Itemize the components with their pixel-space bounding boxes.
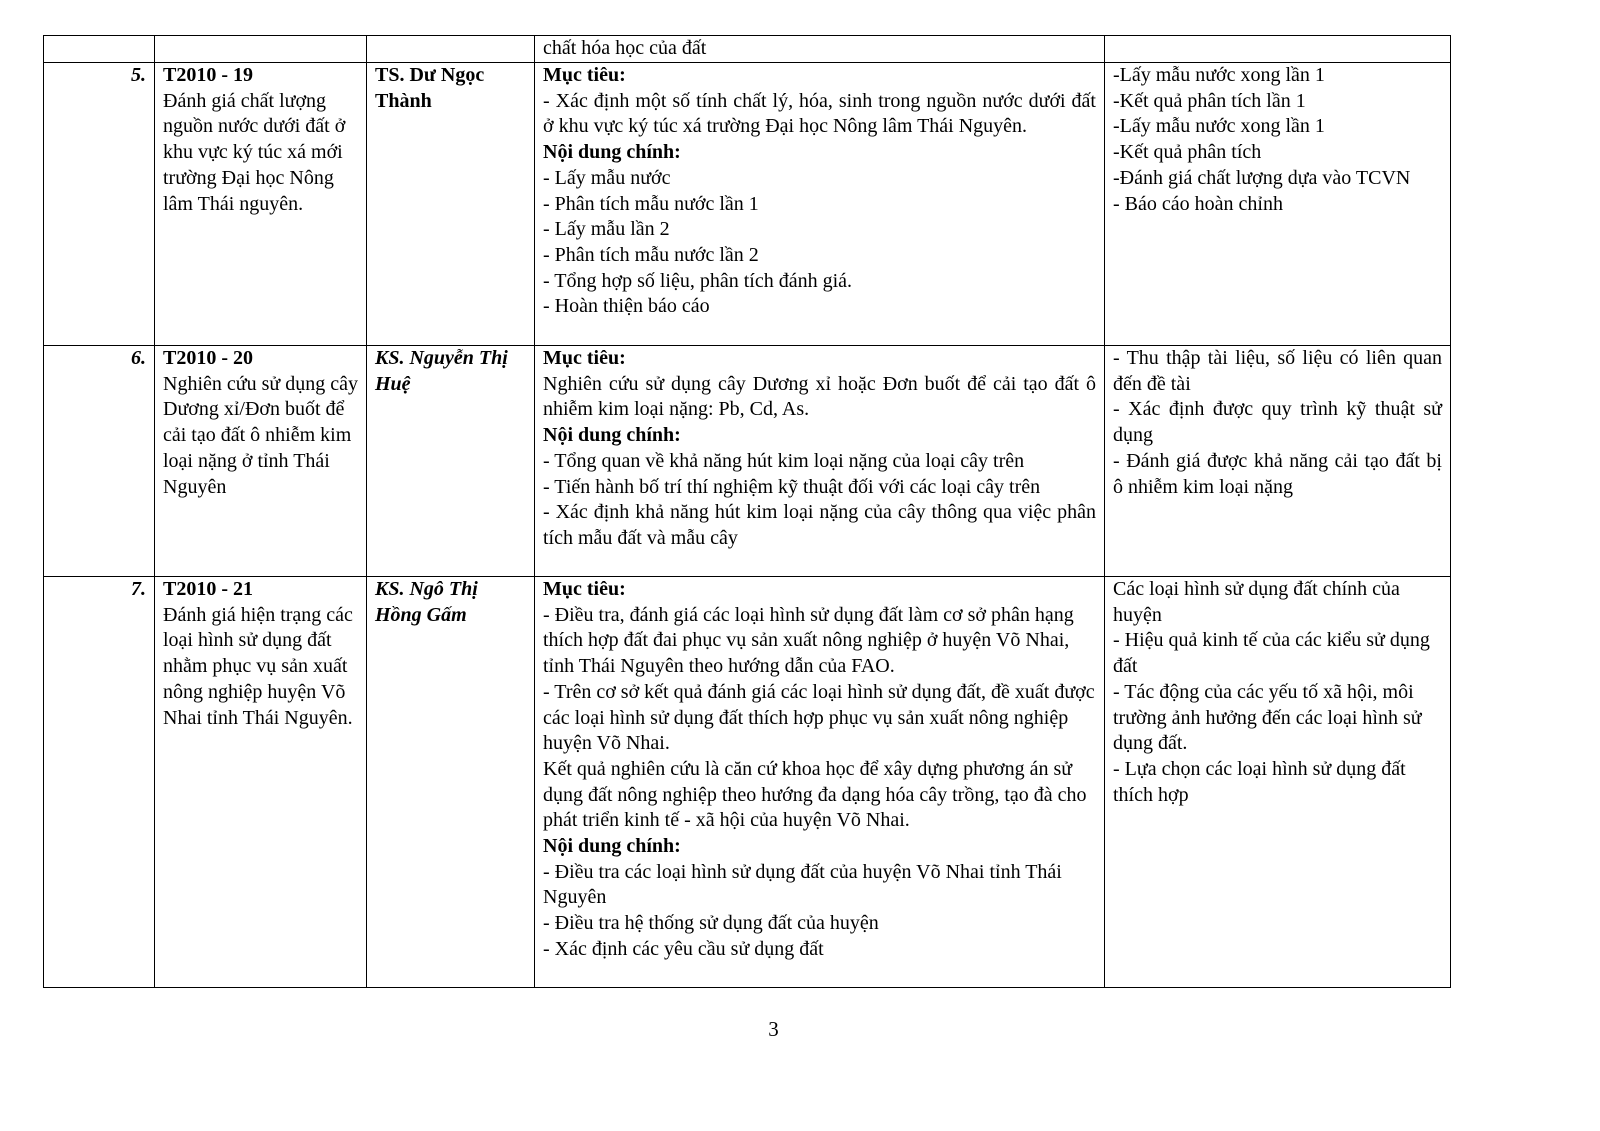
project-results bbox=[1105, 36, 1451, 63]
content-line: - Tổng quan về khả năng hút kim loại nặng của loại cây trên bbox=[543, 449, 1025, 472]
content-line: - Xác định các yêu cầu sử dụng đất bbox=[543, 937, 824, 960]
project-title-cell bbox=[155, 346, 367, 577]
page-number: 3 bbox=[768, 1017, 779, 1041]
project-content bbox=[535, 36, 1105, 63]
row-number: 5. bbox=[44, 63, 155, 346]
content-line: - Hoàn thiện báo cáo bbox=[543, 295, 710, 318]
project-title-cell bbox=[155, 36, 367, 63]
content-line: - Trên cơ sở kết quả đánh giá các loại hình sử dụng đất, đề xuất được các loại hình sử dụng đất thích hợp phục vụ sản xuất nông nghiệp huyện Võ Nhai. bbox=[543, 680, 1095, 755]
project-content bbox=[535, 346, 1105, 577]
result-line: - Hiệu quả kinh tế của các kiểu sử dụng đất bbox=[1113, 629, 1430, 678]
content-heading: Mục tiêu: bbox=[543, 347, 626, 369]
content-heading: Nội dung chính: bbox=[543, 141, 681, 164]
project-title: Nghiên cứu sử dụng cây Dương xỉ/Đơn buốt để cải tạo đất ô nhiễm kim loại nặng ở tỉnh Thái Nguyên bbox=[163, 372, 358, 498]
project-code: T2010 - 20 bbox=[163, 347, 253, 369]
project-author bbox=[367, 36, 535, 63]
project-code: T2010 - 21 bbox=[163, 578, 253, 600]
content-line: - Phân tích mẫu nước lần 1 bbox=[543, 192, 759, 215]
content-line: - Điều tra các loại hình sử dụng đất của huyện Võ Nhai tỉnh Thái Nguyên bbox=[543, 860, 1062, 909]
content-line: - Lấy mẫu nước bbox=[543, 166, 671, 189]
project-content bbox=[535, 577, 1105, 988]
result-line: - Lựa chọn các loại hình sử dụng đất thích hợp bbox=[1113, 757, 1406, 806]
content-heading: Mục tiêu: bbox=[543, 578, 626, 600]
content-heading: Nội dung chính: bbox=[543, 424, 681, 447]
result-line: - Xác định được quy trình kỹ thuật sử dụng bbox=[1113, 398, 1442, 447]
result-line: - Thu thập tài liệu, số liệu có liên quan đến đề tài bbox=[1113, 347, 1442, 395]
result-line: - Đánh giá được khả năng cải tạo đất bị ô nhiễm kim loại nặng bbox=[1113, 449, 1442, 498]
project-content bbox=[535, 63, 1105, 346]
content-line: - Điều tra hệ thống sử dụng đất của huyện bbox=[543, 912, 879, 935]
content-heading: Nội dung chính: bbox=[543, 835, 681, 858]
content-line: - Xác định khả năng hút kim loại nặng của cây thông qua việc phân tích mẫu đất và mẫu cây bbox=[543, 501, 1096, 549]
content-line: chất hóa học của đất bbox=[543, 37, 707, 59]
content-line: - Phân tích mẫu nước lần 2 bbox=[543, 243, 759, 266]
project-results bbox=[1105, 577, 1451, 988]
row-number: 7. bbox=[44, 577, 155, 988]
project-results bbox=[1105, 63, 1451, 346]
content-line: - Điều tra, đánh giá các loại hình sử dụng đất làm cơ sở phân hạng thích hợp đất đai phục vụ sản xuất nông nghiệp ở huyện Võ Nhai, tỉnh Thái Nguyên theo hướng dẫn của FAO. bbox=[543, 603, 1074, 678]
project-author: KS. Ngô Thị Hồng Gấm bbox=[367, 577, 535, 988]
result-line: -Lấy mẫu nước xong lần 1 bbox=[1113, 115, 1325, 138]
result-line: - Tác động của các yếu tố xã hội, môi trường ảnh hưởng đến các loại hình sử dụng đất. bbox=[1113, 680, 1422, 755]
table-row bbox=[44, 36, 1451, 63]
content-line: Kết quả nghiên cứu là căn cứ khoa học để xây dựng phương án sử dụng đất nông nghiệp theo hướng đa dạng hóa cây trồng, tạo đà cho phát triển kinh tế - xã hội của huyện Võ Nhai. bbox=[543, 757, 1087, 832]
project-author: KS. Nguyễn Thị Huệ bbox=[367, 346, 535, 577]
content-line: - Lấy mẫu lần 2 bbox=[543, 218, 670, 241]
result-line: -Lấy mẫu nước xong lần 1 bbox=[1113, 64, 1325, 86]
project-title-cell bbox=[155, 63, 367, 346]
content-line: - Xác định một số tính chất lý, hóa, sinh trong nguồn nước dưới đất ở khu vực ký túc xá trường Đại học Nông lâm Thái Nguyên. bbox=[543, 89, 1096, 138]
project-results bbox=[1105, 346, 1451, 577]
result-line: Các loại hình sử dụng đất chính của huyện bbox=[1113, 578, 1400, 626]
table-row bbox=[44, 577, 1451, 988]
result-line: -Kết quả phân tích lần 1 bbox=[1113, 89, 1306, 112]
project-code: T2010 - 19 bbox=[163, 64, 253, 86]
content-line: - Tổng hợp số liệu, phân tích đánh giá. bbox=[543, 269, 853, 292]
projects-table bbox=[43, 35, 1451, 988]
table-row bbox=[44, 346, 1451, 577]
project-title: Đánh giá hiện trạng các loại hình sử dụng đất nhằm phục vụ sản xuất nông nghiệp huyện Võ Nhai tỉnh Thái Nguyên. bbox=[163, 603, 353, 729]
content-line: - Tiến hành bố trí thí nghiệm kỹ thuật đối với các loại cây trên bbox=[543, 475, 1041, 498]
result-line: -Kết quả phân tích bbox=[1113, 141, 1262, 164]
result-line: - Báo cáo hoàn chỉnh bbox=[1113, 192, 1283, 215]
row-number: 6. bbox=[44, 346, 155, 577]
table-row bbox=[44, 63, 1451, 346]
content-heading: Mục tiêu: bbox=[543, 64, 626, 86]
content-line: Nghiên cứu sử dụng cây Dương xỉ hoặc Đơn buốt để cải tạo đất ô nhiễm kim loại nặng: Pb, Cd, As. bbox=[543, 372, 1096, 421]
project-title-cell bbox=[155, 577, 367, 988]
result-line: -Đánh giá chất lượng dựa vào TCVN bbox=[1113, 166, 1411, 189]
row-number bbox=[44, 36, 155, 63]
project-title: Đánh giá chất lượng nguồn nước dưới đất ở khu vực ký túc xá mới trường Đại học Nông lâm Thái nguyên. bbox=[163, 89, 346, 215]
project-author: TS. Dư Ngọc Thành bbox=[367, 63, 535, 346]
